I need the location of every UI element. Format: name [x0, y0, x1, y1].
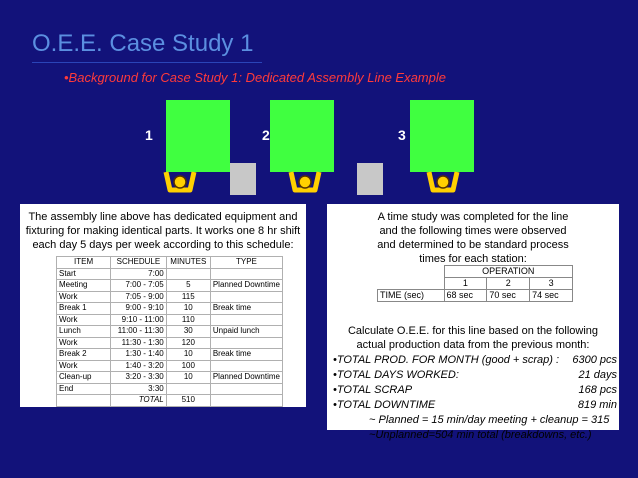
time-study-description	[327, 210, 619, 266]
table-row	[57, 360, 283, 372]
schedule-table	[56, 256, 283, 407]
station-2-label: 2	[262, 127, 270, 143]
cell-schedule: 3:20 - 3:30	[111, 372, 167, 384]
table-row	[57, 337, 283, 349]
time-value-1: 68 sec	[444, 290, 487, 302]
column-header-minutes: MINUTES	[166, 257, 210, 269]
cell-item: Work	[57, 337, 111, 349]
table-row	[57, 268, 283, 280]
cell-type: Planned Downtime	[210, 280, 282, 292]
production-data-list	[333, 353, 617, 443]
table-cell-empty	[210, 395, 282, 407]
time-row-label: TIME (sec)	[378, 290, 445, 302]
column-header-schedule: SCHEDULE	[111, 257, 167, 269]
cell-schedule: 3:30	[111, 383, 167, 395]
list-item	[333, 398, 617, 413]
cell-type	[210, 314, 282, 326]
table-row	[57, 372, 283, 384]
table-cell-empty	[378, 266, 445, 278]
cell-minutes: 110	[166, 314, 210, 326]
cell-minutes: 10	[166, 372, 210, 384]
time-value-3: 74 sec	[530, 290, 573, 302]
item-value: 21 days	[578, 369, 617, 381]
cell-schedule: 11:30 - 1:30	[111, 337, 167, 349]
table-header-row	[57, 257, 283, 269]
cell-item: Work	[57, 314, 111, 326]
cell-minutes	[166, 268, 210, 280]
table-row	[378, 278, 573, 290]
cell-item: End	[57, 383, 111, 395]
list-item	[333, 383, 617, 398]
cell-type: Break time	[210, 349, 282, 361]
description-line: each day 5 days per week according to this schedule:	[32, 239, 294, 251]
table-total-row	[57, 395, 283, 407]
operation-column-3: 3	[530, 278, 573, 290]
cell-schedule: 1:30 - 1:40	[111, 349, 167, 361]
cell-type	[210, 291, 282, 303]
cell-type: Break time	[210, 303, 282, 315]
table-row	[57, 314, 283, 326]
column-header-item: ITEM	[57, 257, 111, 269]
cell-item: Lunch	[57, 326, 111, 338]
table-row	[57, 349, 283, 361]
item-value: 168 pcs	[578, 384, 617, 396]
cell-item: Work	[57, 291, 111, 303]
cell-minutes: 100	[166, 360, 210, 372]
item-label: •TOTAL PROD. FOR MONTH (good + scrap) :	[333, 354, 560, 366]
description-line: fixturing for making identical parts. It works one 8 hr shift	[25, 225, 301, 237]
cell-schedule: 7:00	[111, 268, 167, 280]
cell-minutes: 10	[166, 349, 210, 361]
list-item	[333, 368, 617, 383]
cell-schedule: 7:05 - 9:00	[111, 291, 167, 303]
table-row	[57, 291, 283, 303]
table-row	[378, 266, 573, 278]
cell-minutes: 115	[166, 291, 210, 303]
sub-item: ~Unplanned=504 min total (breakdowns, etc.)	[369, 429, 592, 441]
description-line: The assembly line above has dedicated equipment and	[28, 211, 298, 223]
operation-times-table	[377, 265, 573, 302]
cell-minutes: 120	[166, 337, 210, 349]
table-row	[57, 326, 283, 338]
cell-type	[210, 268, 282, 280]
description-line: and the following times were observed	[379, 225, 567, 237]
table-row	[57, 303, 283, 315]
worker-icon	[426, 170, 460, 194]
worker-icon	[288, 170, 322, 194]
cell-item: Break 1	[57, 303, 111, 315]
item-label: •TOTAL DAYS WORKED:	[333, 369, 459, 381]
table-cell-empty	[57, 395, 111, 407]
table-row	[378, 290, 573, 302]
cell-schedule: 1:40 - 3:20	[111, 360, 167, 372]
item-value: 819 min	[577, 399, 617, 411]
column-header-type: TYPE	[210, 257, 282, 269]
time-value-2: 70 sec	[487, 290, 530, 302]
station-3-label: 3	[398, 127, 406, 143]
table-cell-empty	[378, 278, 445, 290]
item-label: •TOTAL DOWNTIME	[333, 399, 436, 411]
description-line: A time study was completed for the line	[377, 211, 569, 223]
oee-data-panel	[327, 204, 619, 441]
operation-column-2: 2	[487, 278, 530, 290]
cell-minutes: 10	[166, 303, 210, 315]
prompt-line: Calculate O.E.E. for this line based on the following	[347, 325, 599, 337]
calculation-prompt	[327, 324, 619, 352]
operation-column-1: 1	[444, 278, 487, 290]
title-underline	[32, 62, 262, 63]
station-3	[410, 100, 474, 172]
table-row	[57, 383, 283, 395]
station-1-label: 1	[145, 127, 153, 143]
worker-icon	[163, 170, 197, 194]
cell-minutes	[166, 383, 210, 395]
station-1	[166, 100, 230, 172]
description-line: and determined to be standard process	[377, 239, 569, 251]
description-line: times for each station:	[419, 253, 527, 265]
cell-minutes: 5	[166, 280, 210, 292]
total-minutes: 510	[166, 395, 210, 407]
sub-item: ~ Planned = 15 min/day meeting + cleanup = 315	[369, 414, 610, 426]
cell-item: Start	[57, 268, 111, 280]
buffer-1	[230, 163, 256, 195]
cell-schedule: 9:10 - 11:00	[111, 314, 167, 326]
prompt-line: actual production data from the previous month:	[356, 339, 590, 351]
cell-schedule: 9:00 - 9:10	[111, 303, 167, 315]
schedule-panel	[20, 204, 306, 407]
item-label: •TOTAL SCRAP	[333, 384, 413, 396]
cell-minutes: 30	[166, 326, 210, 338]
cell-schedule: 11:00 - 11:30	[111, 326, 167, 338]
cell-item: Meeting	[57, 280, 111, 292]
operation-header: OPERATION	[444, 266, 572, 278]
table-row	[57, 280, 283, 292]
list-item	[333, 353, 617, 368]
cell-item: Work	[57, 360, 111, 372]
cell-schedule: 7:00 - 7:05	[111, 280, 167, 292]
slide-title: O.E.E. Case Study 1	[32, 30, 254, 57]
cell-type	[210, 383, 282, 395]
cell-type	[210, 337, 282, 349]
cell-type	[210, 360, 282, 372]
item-value: 6300 pcs	[572, 354, 617, 366]
total-label: TOTAL	[111, 395, 167, 407]
station-2	[270, 100, 334, 172]
schedule-description	[20, 210, 306, 252]
cell-item: Clean-up	[57, 372, 111, 384]
slide-subtitle: •Background for Case Study 1: Dedicated Assembly Line Example	[64, 70, 446, 85]
buffer-2	[357, 163, 383, 195]
cell-type: Unpaid lunch	[210, 326, 282, 338]
cell-type: Planned Downtime	[210, 372, 282, 384]
cell-item: Break 2	[57, 349, 111, 361]
